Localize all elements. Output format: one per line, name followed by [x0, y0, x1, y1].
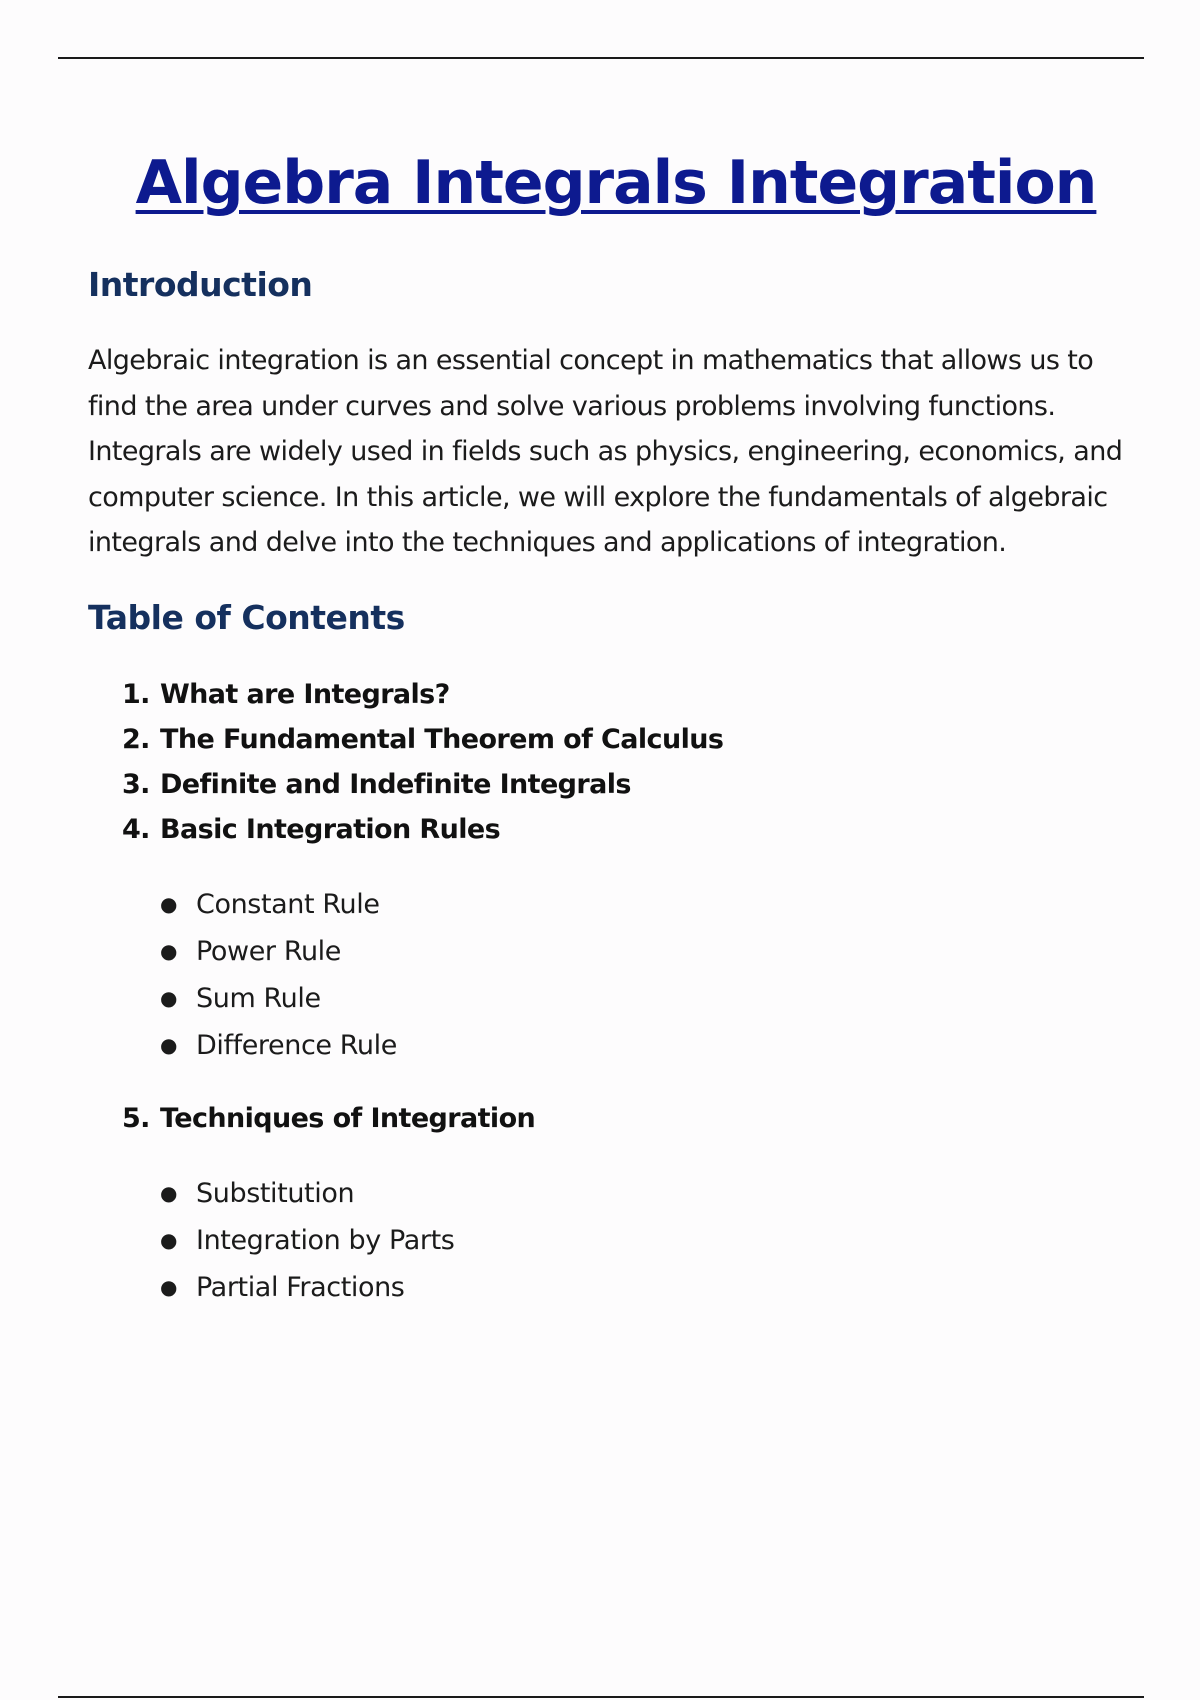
techniques-list [160, 1170, 454, 1311]
list-item [160, 1217, 454, 1264]
toc-item-label: Definite and Indefinite Integrals [160, 769, 631, 800]
bullet-icon: ● [160, 1228, 178, 1252]
bullet-icon: ● [160, 1275, 178, 1299]
toc-list-continued [122, 1096, 535, 1141]
toc-item [122, 807, 723, 852]
bullet-icon: ● [160, 1033, 178, 1057]
toc-heading: Table of Contents [88, 598, 405, 637]
toc-list [122, 672, 723, 852]
list-item-label: Substitution [196, 1178, 355, 1209]
introduction-heading: Introduction [88, 265, 313, 304]
toc-item [122, 1096, 535, 1141]
list-item-label: Power Rule [196, 936, 341, 967]
toc-item-number: 2. [122, 724, 150, 755]
list-item [160, 1022, 397, 1069]
list-item-label: Sum Rule [196, 983, 321, 1014]
list-item-label: Partial Fractions [196, 1272, 405, 1303]
bullet-icon: ● [160, 892, 178, 916]
toc-item-label: The Fundamental Theorem of Calculus [160, 724, 724, 755]
bullet-icon: ● [160, 986, 178, 1010]
toc-item-label: Basic Integration Rules [160, 814, 501, 845]
list-item-label: Integration by Parts [196, 1225, 455, 1256]
toc-item-number: 1. [122, 679, 150, 710]
list-item [160, 1170, 454, 1217]
list-item [160, 928, 397, 975]
top-rule [58, 57, 1144, 59]
bottom-rule [58, 1696, 1144, 1698]
list-item [160, 1264, 454, 1311]
list-item [160, 881, 397, 928]
bullet-icon: ● [160, 1181, 178, 1205]
toc-item-number: 5. [122, 1103, 150, 1134]
toc-item-number: 3. [122, 769, 150, 800]
toc-item [122, 672, 723, 717]
introduction-paragraph: Algebraic integration is an essential concept in mathematics that allows us to find the area under curves and solve various problems involving functions. Integrals are widely used in fields such as physics, engineering, economics, and computer science. In this article, we will explore the fundamentals of algebraic integrals and delve into the techniques and applications of integration. [88, 345, 1123, 558]
page-title: Algebra Integrals Integration [135, 148, 1097, 218]
toc-item-label: Techniques of Integration [160, 1103, 536, 1134]
list-item-label: Difference Rule [196, 1030, 397, 1061]
basic-rules-list [160, 881, 397, 1069]
bullet-icon: ● [160, 939, 178, 963]
toc-item [122, 762, 723, 807]
toc-item-number: 4. [122, 814, 150, 845]
toc-item [122, 717, 723, 762]
list-item-label: Constant Rule [196, 889, 380, 920]
toc-item-label: What are Integrals? [160, 679, 450, 710]
list-item [160, 975, 397, 1022]
